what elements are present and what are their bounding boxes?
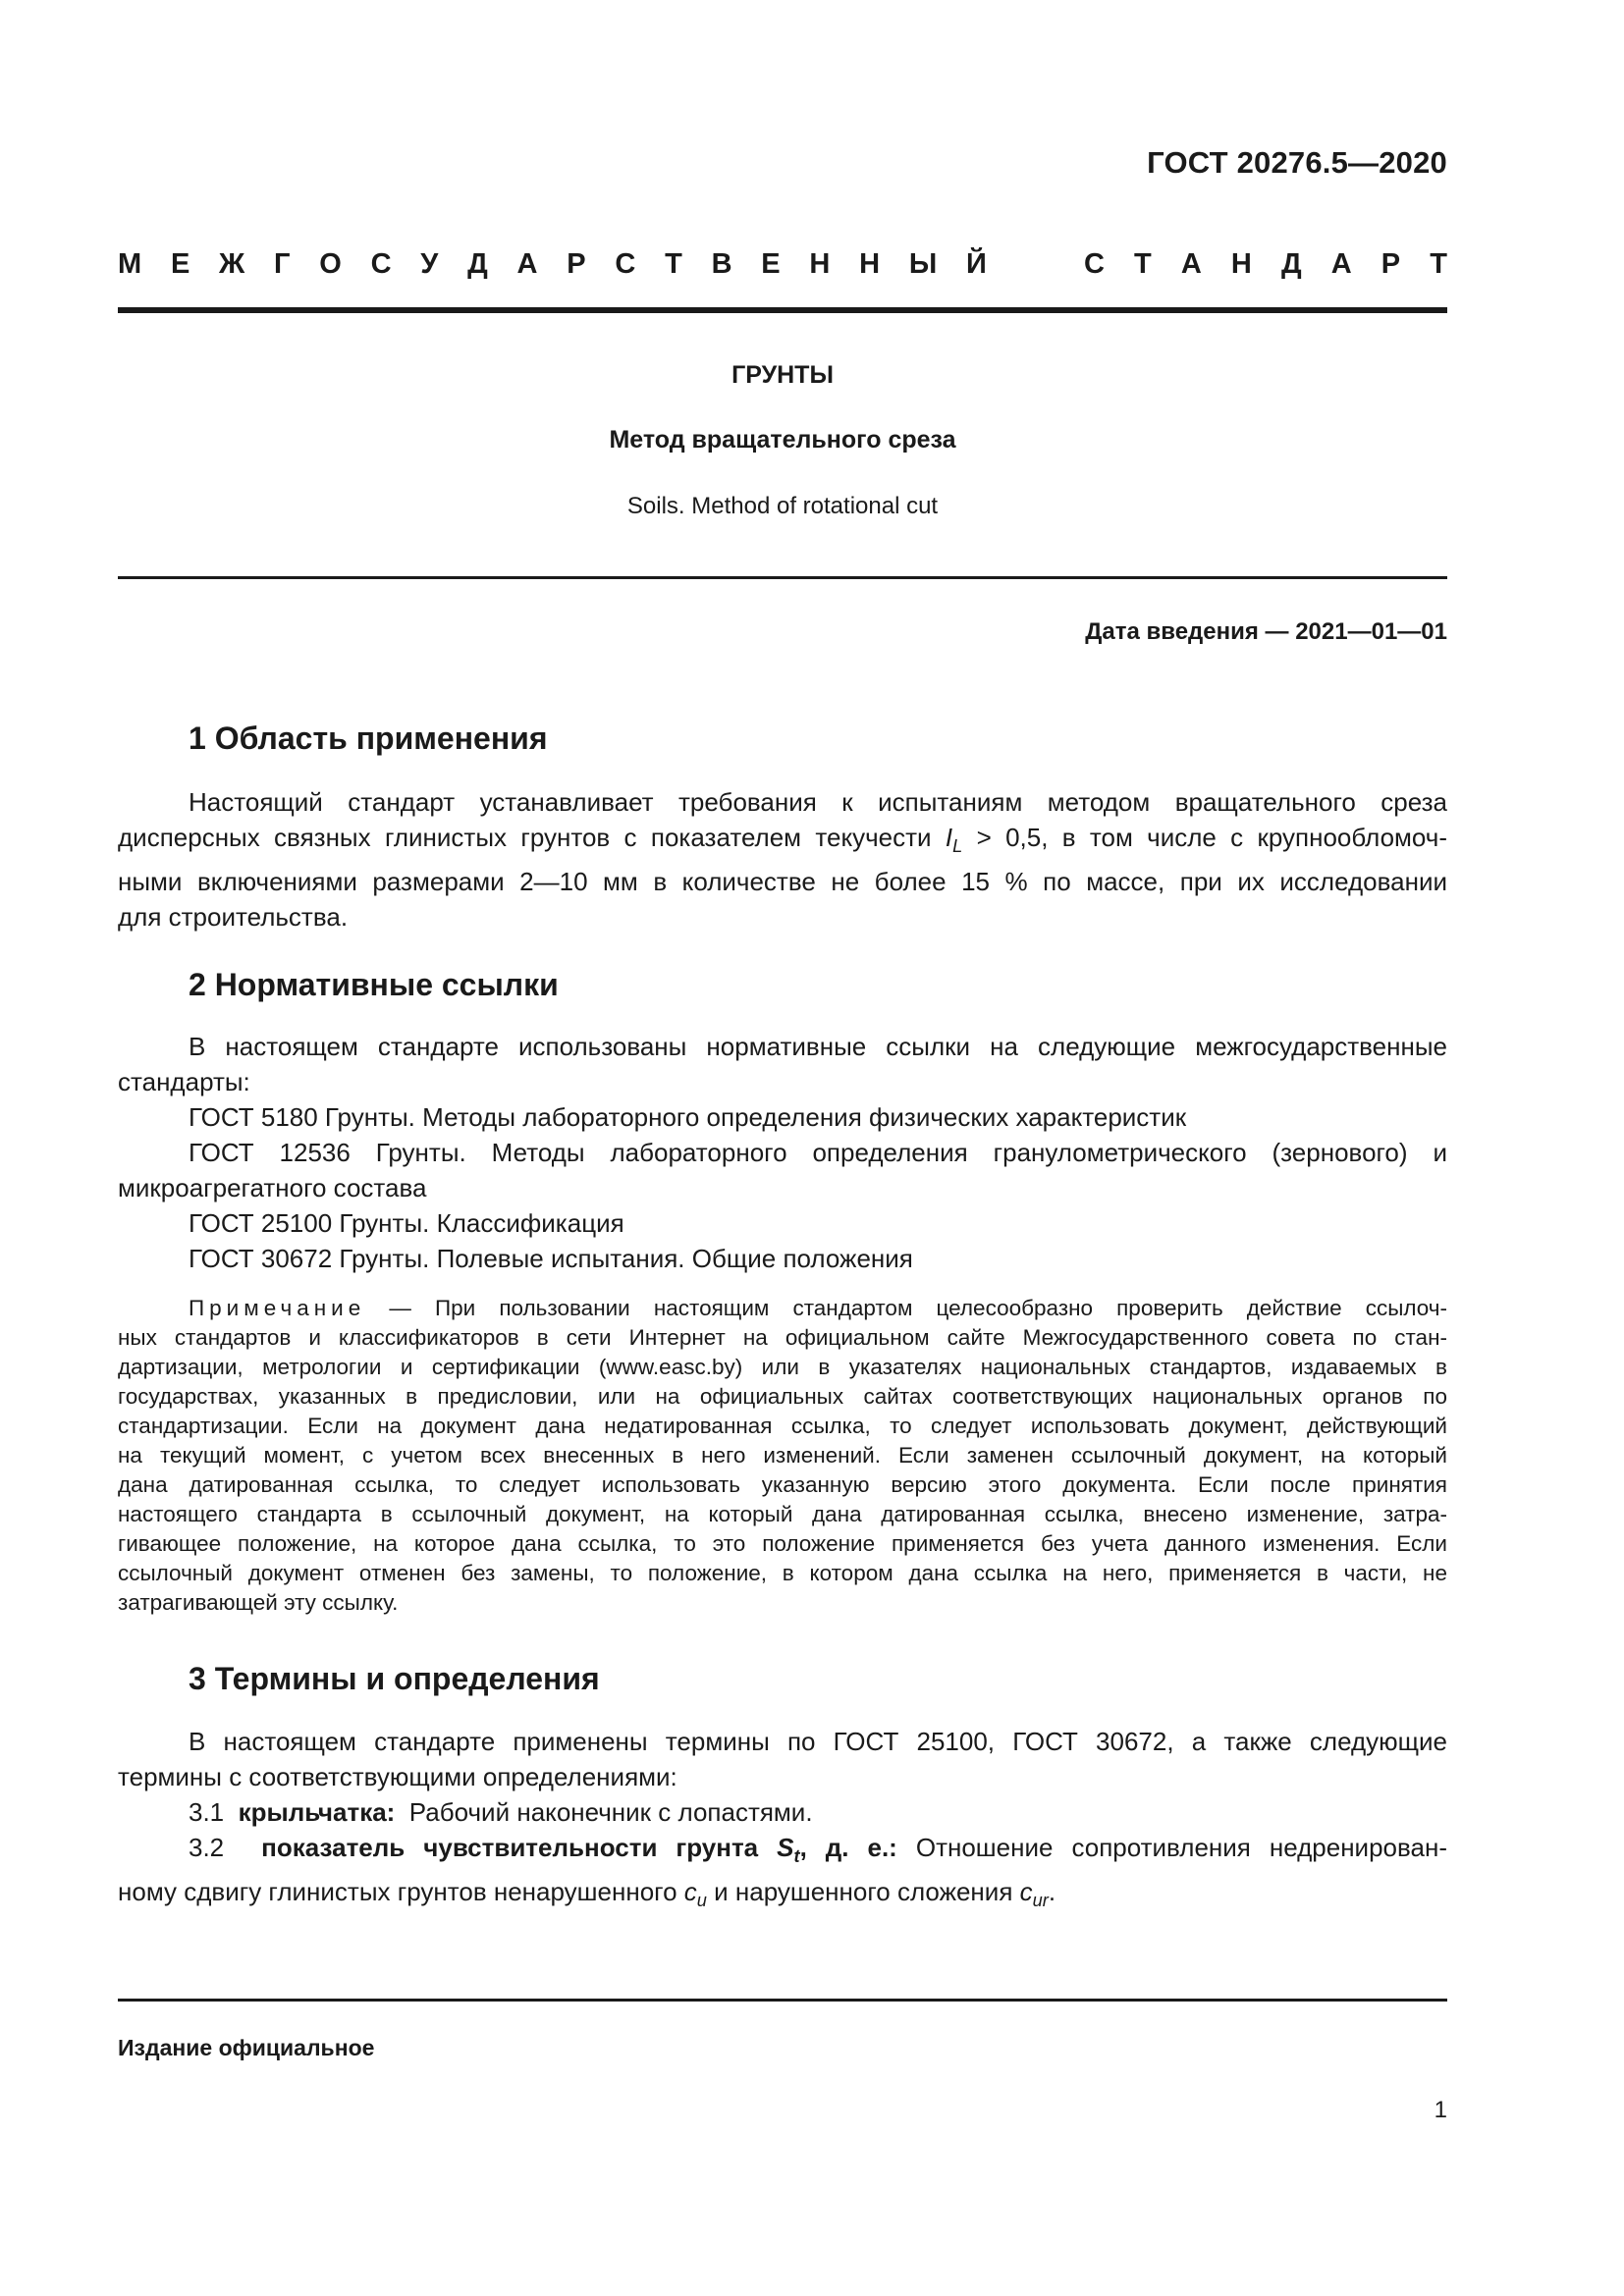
banner-word-interstate: М Е Ж Г О С У Д А Р С Т В Е Н Н Ы Й xyxy=(118,248,987,280)
official-edition: Издание официальное xyxy=(118,2035,375,2060)
term-item: 3.1 крыльчатка: Рабочий наконечник с лопастями. xyxy=(189,1797,813,1827)
document-english-title: Soils. Method of rotational cut xyxy=(626,493,939,519)
banner-word-standard: С Т А Н Д А Р Т xyxy=(1084,248,1447,280)
section-2-heading: 2 Нормативные ссылки xyxy=(189,967,559,1002)
term-item: 3.2 показатель чувствительности грунта $S_t$, д. е.: Отношение сопротивления недренирован- xyxy=(189,1833,1447,1867)
note-label: Примечание xyxy=(189,1296,366,1320)
document-title: ГРУНТЫ xyxy=(731,361,834,389)
standard-code: ГОСТ 20276.5—2020 xyxy=(1147,145,1447,180)
note-block: Примечание — При пользовании настоящим стандартом целесообразно проверить действие ссылоч- ных стандартов и классификаторов в сети Интернет на официальном сайте Межгосударственного совета по стан- дартизации, метрологии и сертификации (www.easc.by) или в указателях национальных стандартов, издаваемых в государствах, указанных в предисловии, или на официальных сайтах соответствующих национальных органов по стандартизации. Если на документ дана недатированная ссылка, то следует использовать документ, действующий на текущий момент, с учетом всех внесенных в него изменений. Если заменен ссылочный документ, на который дана датированная ссылка, то следует использовать указанную версию этого документа. Если после принятия настоящего стандарта в ссылочный документ, на который дана датированная ссылка, внесено изменение, затра- гивающее положение, на которое дана ссылка, то это положение применяется без учета данного изменения. Если ссылочный документ отменен без замены, то положение, в котором дана ссылка на него, применяется в части, не затрагивающей эту ссылку. xyxy=(118,1296,1447,1615)
section-3-text: В настоящем стандарте применены термины по ГОСТ 25100, ГОСТ 30672, а также следующие термины с соответствующими определениями: 3.1 крыльчатка: Рабочий наконечник с лопастями. 3.2 показатель чувствительности грунта $S_t$, д. е.: Отношение сопротивления недренирован- ному сдвигу глинистых грунтов ненарушенного $c_u$ и нарушенного сложения $c_{ur}$. xyxy=(118,1727,1447,1911)
section-1-heading: 1 Область применения xyxy=(189,721,548,756)
reference-item: ГОСТ 30672 Грунты. Полевые испытания. Общие положения xyxy=(189,1244,913,1273)
section-3-heading: 3 Термины и определения xyxy=(189,1661,600,1696)
page-number: 1 xyxy=(1434,2097,1447,2123)
section-2-text: В настоящем стандарте использованы нормативные ссылки на следующие межгосударственные стандарты: ГОСТ 5180 Грунты. Методы лабораторного определения физических характеристик ГОСТ 12536 Грунты. Методы лабораторного определения гранулометрического (зернового) и микроагрегатного состава ГОСТ 25100 Грунты. Классификация ГОСТ 30672 Грунты. Полевые испытания. Общие положения xyxy=(118,1029,1447,1276)
reference-item: ГОСТ 25100 Грунты. Классификация xyxy=(189,1208,624,1238)
document-subtitle: Метод вращательного среза xyxy=(609,426,956,454)
section-1-text: Настоящий стандарт устанавливает требования к испытаниям методом вращательного среза дисперсных связных глинистых грунтов с показателем текучести $I_L > 0,5$, в том числе с крупнообломоч- ными включениями размерами 2—10 мм в количестве не более 15 % по массе, при их исследовании для строительства. xyxy=(118,787,1448,933)
standard-banner xyxy=(118,248,1447,281)
reference-item: ГОСТ 12536 Грунты. Методы лабораторного определения гранулометрического (зернового) и xyxy=(189,1138,1447,1167)
header-rule xyxy=(118,307,1447,313)
introduction-date: Дата введения — 2021—01—01 xyxy=(1085,618,1447,645)
footer-rule xyxy=(118,1999,1447,2002)
reference-item: ГОСТ 5180 Грунты. Методы лабораторного определения физических характеристик xyxy=(189,1102,1187,1132)
title-rule xyxy=(118,576,1447,579)
